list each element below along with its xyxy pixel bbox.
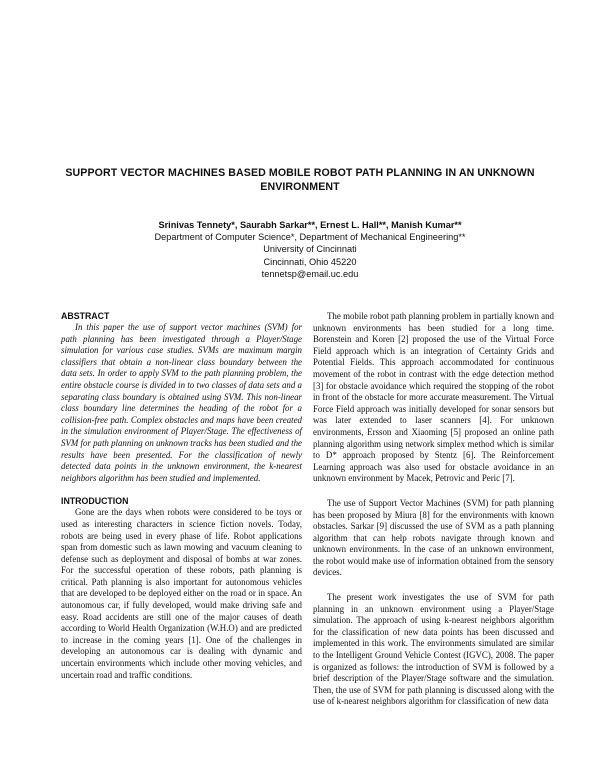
body-paragraph-3: The present work investigates the use of SVM for path planning in an unknown environment using a Player/Stage simulation. The approach of using k-nearest neighbors algorithm for the classification of new data points has been discussed and implemented in this work. The environments simulated are similar to the Intelligent Ground Vehicle Contest (IGVC), 2008. The paper is organized as follows: the introduction of SVM is followed by a brief description of the Player/Stage software and the simulation. Then, the use of SVM for path planning is discussed along with the use of k-nearest neighbors algorithm for classification of new data	[313, 592, 554, 707]
author-block	[100, 219, 520, 280]
affiliation-departments: Department of Computer Science*, Department of Mechanical Engineering**	[154, 232, 466, 243]
introduction-heading: INTRODUCTION	[61, 496, 129, 507]
body-paragraph-2: The use of Support Vector Machines (SVM) for path planning has been proposed by Miura [8] for the environments with known obstacles. Sarkar [9] discussed the use of SVM as a path planning algorithm that can help robots navigate through known and unknown environments. In the case of an unknown environment, the robot would make use of information obtained from the sensory devices.	[313, 497, 554, 578]
abstract-text: In this paper the use of support vector machines (SVM) for path planning has been investigated through a Player/Stage simulation for various case studies. SVMs are maximum margin classifiers that obtain a non-linear class boundary between the data sets. In order to apply SVM to the path planning problem, the entire obstacle course is divided in to two classes of data sets and a separating class boundary is obtained using SVM. This non-linear class boundary line determines the heading of the robot for a collision-free path. Complex obstacles and maps have been created in the simulation environment of Player/Stage. The effectiveness of SVM for path planning on unknown tracks has been studied and the results have been presented. For the classification of newly detected data points in the unknown environment, the k-nearest neighbors algorithm has been studied and implemented.	[61, 322, 302, 483]
introduction-paragraph: Gone are the days when robots were considered to be toys or used as interesting characters in science fiction novels. Today, robots are being used in every phase of life. Robot applications span from domestic such as lawn mowing and vacuum cleaning to defense such as deployment and disposal of bombs at war zones. For the successful operation of these robots, path planning is critical. Path planning is also important for autonomous vehicles that are developed to be deployed either on the road or in space. An autonomous car, if fully developed, would make driving safe and easy. Road accidents are still one of the major causes of death according to World Health Organization (W.H.O) and are predicted to increase in the coming years [1]. One of the challenges in developing an autonomous car is dealing with dynamic and uncertain environments which include other moving vehicles, and uncertain road and traffic conditions.	[61, 507, 302, 680]
abstract-heading: ABSTRACT	[61, 311, 110, 321]
author-email[interactable]: tennetsp@email.uc.edu	[261, 268, 359, 279]
affiliation-city: Cincinnati, Ohio 45220	[263, 256, 357, 267]
paper-title: SUPPORT VECTOR MACHINES BASED MOBILE ROBOT PATH PLANNING IN AN UNKNOWN ENVIRONMENT	[65, 167, 535, 193]
body-paragraph-1: The mobile robot path planning problem in partially known and unknown environments has been studied for a long time. Borenstein and Koren [2] proposed the use of the Virtual Force Field approach which is an integration of Certainty Grids and Potential Fields. This approach accommodated for continuous movement of the robot in contrast with the edge detection method [3] for obstacle avoidance which required the stopping of the robot in front of the obstacle for more accurate measurement. The Virtual Force Field approach was initially developed for sonar sensors but was later extended to laser scanners [4]. For unknown environments, Ersson and Xiaoming [5] proposed an online path planning algorithm using network simplex method which is similar to D* approach proposed by Stentz [6]. The Reinforcement Learning approach was also used for obstacle avoidance in an unknown environment by Macek, Petrovic and Peric [7].	[313, 311, 554, 484]
affiliation-university: University of Cincinnati	[263, 244, 357, 255]
right-column	[313, 311, 554, 721]
left-column	[61, 311, 302, 694]
author-names: Srinivas Tennety*, Saurabh Sarkar**, Ernest L. Hall**, Manish Kumar**	[158, 220, 462, 230]
